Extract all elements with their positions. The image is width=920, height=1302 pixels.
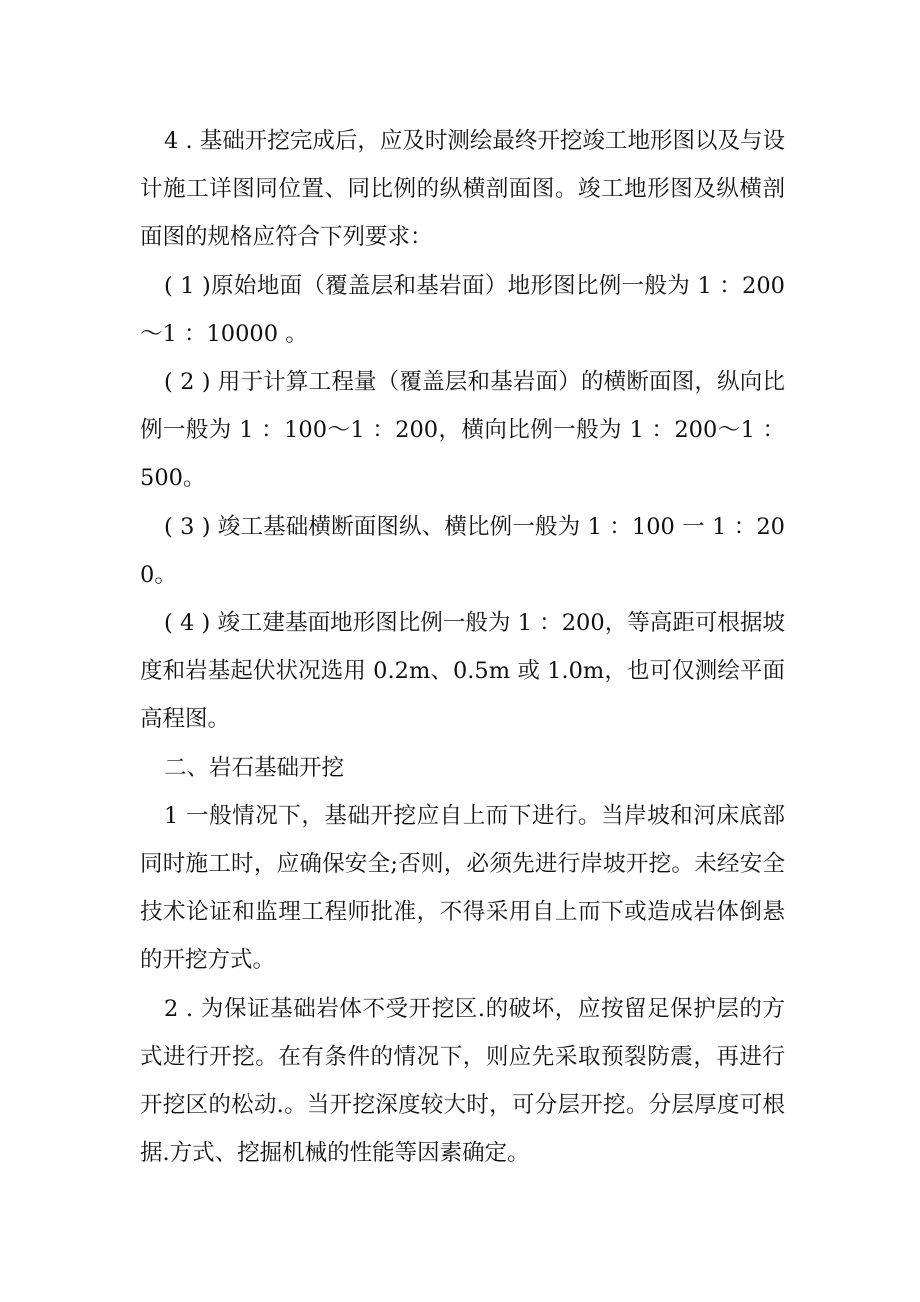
paragraph-rock-excavation-2: 2 . 为保证基础岩体不受开挖区.的破坏，应按留足保护层的方式进行开挖。在有条件的情况下，则应先采取预裂防震，再进行开挖区的松动.。当开挖深度较大时，可分层开挖。分层厚度可根据.方式、挖掘机械的性能等因素确定。 [140,995,785,1167]
paragraph-completion-survey: 4 . 基础开挖完成后，应及时测绘最终开挖竣工地形图以及与设计施工详图同位置、同比例的纵横剖面图。竣工地形图及纵横剖面图的规格应符合下列要求： [140,128,785,251]
section-heading-rock-excavation: 二、岩石基础开挖 [164,754,345,781]
document-body [140,117,785,1177]
paragraph-item-4-base-surface: ( 4 ) 竣工建基面地形图比例一般为 1 ：200，等高距可根据坡度和岩基起伏状况选用 0.2m、0.5m 或 1.0m，也可仅测绘平面高程图。 [140,610,785,733]
paragraph-item-3-foundation-section: ( 3 ) 竣工基础横断面图纵、横比例一般为 1 ：100 一 1 ：200。 [140,513,785,588]
paragraph-item-1-original-ground: ( 1 )原始地面（覆盖层和基岩面）地形图比例一般为 1 ：200～1 ：10000 。 [140,272,785,347]
paragraph-item-2-cross-section: ( 2 ) 用于计算工程量（覆盖层和基岩面）的横断面图，纵向比例一般为 1 ：100～1 ：200，横向比例一般为 1 ：200～1 ：500。 [140,369,785,492]
paragraph-rock-excavation-1: 1 一般情况下，基础开挖应自上而下进行。当岸坡和河床底部同时施工时，应确保安全;否则，必须先进行岸坡开挖。未经安全技术论证和监理工程师批准，不得采用自上而下或造成岩体倒悬的开挖方式。 [140,802,785,974]
